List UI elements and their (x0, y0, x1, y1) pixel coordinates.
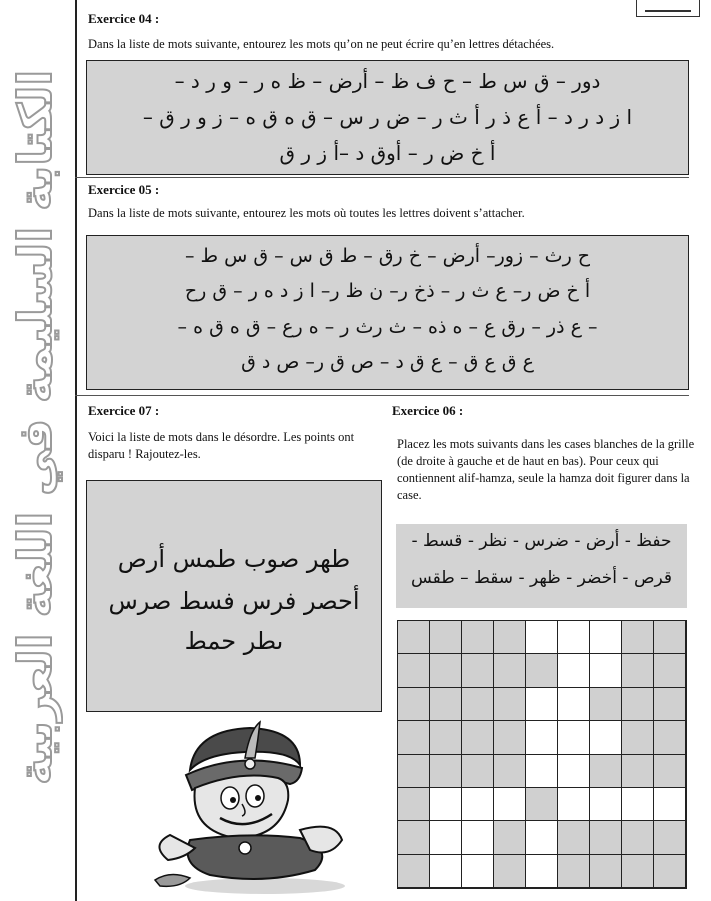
ex06-instruction: Placez les mots suivants dans les cases blanches de la grille (de droite à gauche et de haut en bas). Pour ceux qui contiennent alif-hamza, seule la hamza doit figurer dans la case. (397, 437, 695, 502)
grid-cell-gray (462, 755, 494, 788)
grid-cell-gray (654, 821, 686, 854)
lamp-icon (155, 874, 190, 886)
grid-cell-white[interactable] (558, 621, 590, 654)
ex07-title: Exercice 07 : (88, 403, 160, 418)
grid-cell-gray (462, 721, 494, 754)
grid-cell-gray (622, 721, 654, 754)
grid-cell-gray (430, 721, 462, 754)
grid-cell-gray (462, 654, 494, 687)
ex06-title: Exercice 06 : (392, 403, 464, 418)
ex05-word-box (86, 235, 689, 390)
grid-cell-gray (590, 688, 622, 721)
ex07-word-box (86, 480, 382, 712)
grid-cell-gray (654, 755, 686, 788)
grid-cell-gray (622, 621, 654, 654)
grid-cell-gray (462, 621, 494, 654)
ex04-title: Exercice 04 : (88, 11, 160, 26)
grid-cell-white[interactable] (526, 755, 558, 788)
side-title: الكتابة السليمة في اللغة العربية (8, 69, 62, 785)
grid-cell-white[interactable] (558, 654, 590, 687)
ex04-line-2: ا ز د ر د – أ ع ذ ر أ ث ر – ض ر س – ق ه ق ه – ز و ر ق – (142, 105, 633, 129)
ex06-grid (397, 620, 687, 889)
grid-cell-gray (558, 855, 590, 888)
grid-cell-white[interactable] (590, 721, 622, 754)
genie-jewel (245, 759, 255, 769)
grid-cell-gray (398, 688, 430, 721)
grid-cell-white[interactable] (430, 821, 462, 854)
grid-cell-gray (398, 654, 430, 687)
grid-cell-white[interactable] (558, 788, 590, 821)
grid-cell-white[interactable] (558, 755, 590, 788)
grid-cell-gray (590, 821, 622, 854)
ex06-words-line-1: حفظ - أرض - ضرس - نظر - قسط - (411, 531, 672, 551)
grid-cell-white[interactable] (590, 654, 622, 687)
genie-illustration (150, 720, 380, 895)
grid-cell-gray (654, 721, 686, 754)
grid-cell-gray (462, 688, 494, 721)
grid-cell-gray (526, 788, 558, 821)
ex05-line-3: – ع ذر – رق ع – ه ذه – ث رث ر – ه رع – ق ه ق ه – (177, 316, 598, 338)
grid-cell-gray (430, 688, 462, 721)
divider (75, 395, 689, 396)
genie-shadow (185, 878, 345, 894)
genie-face (195, 776, 289, 838)
grid-cell-gray (622, 821, 654, 854)
grid-cell-white[interactable] (462, 788, 494, 821)
grid-cell-white[interactable] (526, 855, 558, 888)
ex04-word-box (86, 60, 689, 175)
grid-cell-gray (398, 788, 430, 821)
grid-cell-gray (494, 721, 526, 754)
divider (75, 177, 689, 178)
grid-cell-gray (430, 654, 462, 687)
grid-cell-white[interactable] (494, 788, 526, 821)
grid-cell-gray (622, 654, 654, 687)
grid-cell-white[interactable] (526, 821, 558, 854)
grid-cell-gray (494, 621, 526, 654)
ex07-line-3: ىطر حمط (184, 627, 284, 655)
grid-cell-gray (494, 855, 526, 888)
left-margin-line (75, 0, 77, 901)
grid-cell-gray (526, 654, 558, 687)
grid-cell-gray (430, 621, 462, 654)
grid-cell-gray (590, 755, 622, 788)
grid-cell-white[interactable] (654, 788, 686, 821)
ex07-instruction: Voici la liste de mots dans le désordre. Les points ont disparu ! Rajoutez-les. (88, 430, 355, 461)
grid-cell-gray (590, 855, 622, 888)
grid-cell-gray (558, 821, 590, 854)
genie-vest (188, 835, 323, 879)
grid-cell-gray (430, 755, 462, 788)
grid-cell-white[interactable] (526, 688, 558, 721)
grid-cell-white[interactable] (590, 788, 622, 821)
grid-cell-white[interactable] (558, 688, 590, 721)
grid-cell-gray (494, 688, 526, 721)
grid-cell-white[interactable] (462, 821, 494, 854)
ex05-instruction: Dans la liste de mots suivante, entourez les mots où toutes les lettres doivent s’attacher. (88, 206, 525, 220)
ex07-line-1: طهر صوب طمس أرص (117, 545, 351, 573)
grid-cell-gray (654, 855, 686, 888)
grid-cell-white[interactable] (526, 721, 558, 754)
grid-cell-gray (654, 654, 686, 687)
grid-cell-gray (622, 855, 654, 888)
grid-cell-gray (654, 688, 686, 721)
grid-cell-white[interactable] (430, 855, 462, 888)
grid-cell-gray (654, 621, 686, 654)
grid-cell-white[interactable] (590, 621, 622, 654)
grid-cell-gray (622, 755, 654, 788)
ex04-instruction: Dans la liste de mots suivante, entourez les mots qu’on ne peut écrire qu’en lettres détachées. (88, 37, 555, 51)
grid-cell-white[interactable] (462, 855, 494, 888)
grid-cell-gray (494, 821, 526, 854)
ex05-line-4: ع ق ع ق – ع ق د – ص ق ر– ص د ق (241, 351, 534, 373)
grid-cell-white[interactable] (526, 621, 558, 654)
ex04-line-1: دور – ق س ط – ح ف ظ – أرض – ظ ه ر – و ر د – (174, 69, 601, 93)
grid-cell-white[interactable] (430, 788, 462, 821)
ex05-title: Exercice 05 : (88, 182, 160, 197)
grid-cell-gray (398, 755, 430, 788)
grid-cell-gray (398, 621, 430, 654)
ex06-words-line-2: قرص - أخضر - ظهر - سقط – طقس (410, 568, 673, 588)
grid-cell-white[interactable] (622, 788, 654, 821)
grid-cell-gray (494, 654, 526, 687)
grid-cell-gray (398, 821, 430, 854)
grid-cell-gray (398, 721, 430, 754)
ex06-word-box (396, 524, 687, 608)
grid-cell-gray (622, 688, 654, 721)
grid-cell-gray (398, 855, 430, 888)
ex07-line-2: أحصر فرس فسط صرس (108, 587, 360, 615)
grid-cell-white[interactable] (558, 721, 590, 754)
ex05-line-1: ح رث – زور– أرض – خ رق – ط ق س – ق س ط – (184, 245, 591, 267)
grid-cell-gray (494, 755, 526, 788)
ex05-line-2: أ خ ض ر– ع ث ر – ذخ ر– ن ظ ر– ا ز د ه ر – ق رح (184, 280, 591, 302)
corner-box (636, 0, 700, 17)
ex04-line-3: أ خ ض ر – أوق د –أ ز ر ق (279, 141, 496, 165)
